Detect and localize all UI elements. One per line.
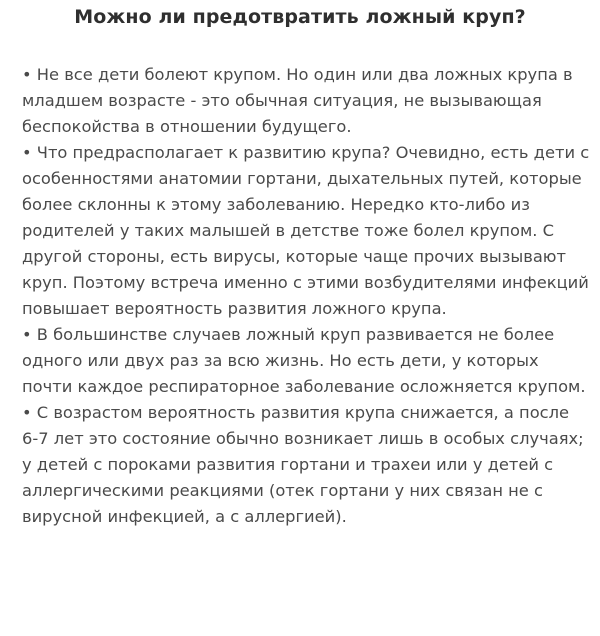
paragraph-3: • В большинстве случаев ложный круп развивается не более одного или двух раз за всю жизнь. Но есть дети, у которых почти каждое респираторное заболевание осложняется крупом.: [22, 325, 586, 396]
paragraph-2: • Что предрасполагает к развитию крупа? Очевидно, есть дети с особенностями анатомии гортани, дыхательных путей, которые более склонны к этому заболеванию. Нередко кто-либо из родителей у таких малышей в детстве тоже болел крупом. С другой стороны, есть вирусы, которые чаще прочих вызывают круп. Поэтому встреча именно с этими возбудителями инфекций повышает вероятность развития ложного крупа.: [22, 143, 590, 318]
article-title: Можно ли предотвратить ложный круп?: [74, 6, 526, 28]
paragraph-4: • С возрастом вероятность развития крупа снижается, а после 6-7 лет это состояние обычно возникает лишь в особых случаях; у детей с пороками развития гортани и трахеи или у детей с аллергическими реакциями (отек гортани у них связан не с вирусной инфекцией, а с аллергией).: [22, 403, 584, 526]
paragraph-1: • Не все дети болеют крупом. Но один или два ложных крупа в младшем возрасте - это обычная ситуация, не вызывающая беспокойства в отношении будущего.: [22, 65, 573, 136]
article-body: [22, 62, 590, 530]
